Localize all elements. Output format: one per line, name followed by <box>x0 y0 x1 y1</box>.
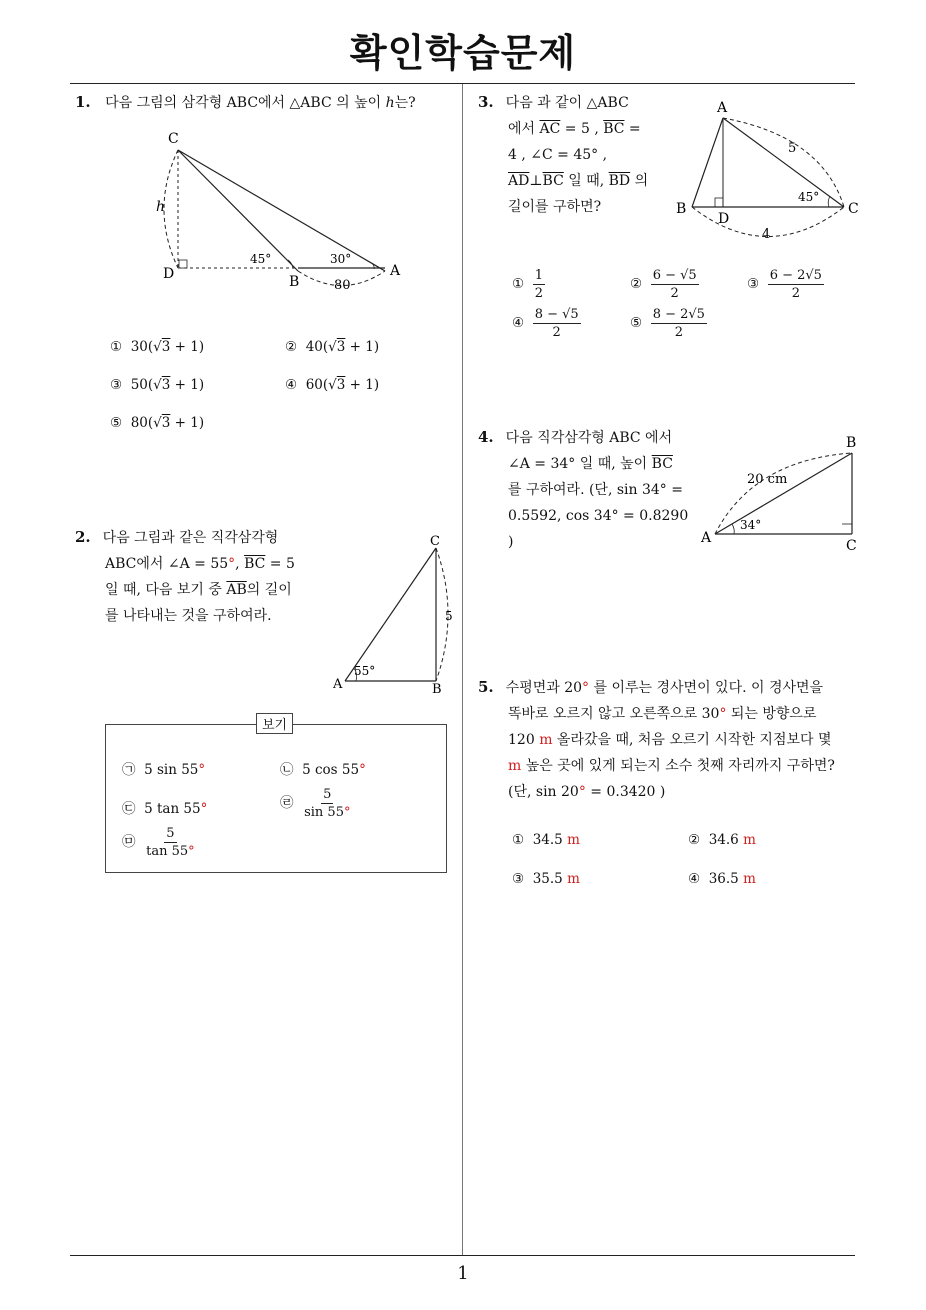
label-h: h <box>156 199 166 215</box>
length-5: 5 <box>445 609 453 623</box>
q1-triangle-figure <box>150 125 410 295</box>
column-divider <box>462 84 463 1255</box>
label-a: A <box>390 263 401 279</box>
q5-option-1[interactable]: ① 34.5 m <box>512 832 580 848</box>
label-c: C <box>846 538 857 554</box>
length-20cm: 20 cm <box>747 472 788 487</box>
question-number: 3. <box>478 93 494 111</box>
label-a: A <box>333 677 343 692</box>
q1-option-4[interactable]: ④ 60(√3 + 1) <box>285 377 380 393</box>
question-text: 다음 그림의 삼각형 ABC에서 △ABC 의 높이 h는? <box>105 95 416 111</box>
label-a: A <box>701 530 712 546</box>
label-b: B <box>846 435 857 451</box>
q3-option-1[interactable]: ① $\frac{1}{2}$ <box>512 268 543 301</box>
question-number: 5. <box>478 678 494 696</box>
question-1 <box>75 89 465 116</box>
q1-option-5[interactable]: ⑤ 80(√3 + 1) <box>110 415 205 431</box>
label-a: A <box>717 100 728 116</box>
q1-option-3[interactable]: ③ 50(√3 + 1) <box>110 377 205 393</box>
label-d: D <box>163 266 175 282</box>
label-c: C <box>430 534 440 549</box>
question-5: 5. 수평면과 20° 를 이루는 경사면이 있다. 이 경사면을 똑바로 오르지 않고 오른쪽으로 30° 되는 방향으로 120 m 올라갔을 때, 처음 오르기 시작한 지점보다 몇 m 높은 곳에 있게 되는지 소수 첫째 자리까지 구하면? (단, sin 20° = 0.3420 ) <box>478 678 835 800</box>
q5-option-2[interactable]: ② 34.6 m <box>688 832 756 848</box>
label-b: B <box>289 274 300 290</box>
question-number: 2. <box>75 528 91 546</box>
question-2: 2. 다음 그림과 같은 직각삼각형 ABC에서 ∠A = 55°, $\overline{BC} = 5$ 일 때, 다음 보기 중 $\overline{AB}$의 길이 를 나타내는 것을 구하여라. <box>75 528 295 624</box>
angle-45: 45° <box>798 190 820 204</box>
question-3: 3. 다음 과 같이 △ABC 에서 $\overline{AC} = 5$ , $\overline{BC}$ = 4 , ∠C = 45° , $\overline{AD}\perp\overline{BC}$ 일 때, $\overline{BD}$ 의 길이를 구하면? <box>478 93 649 215</box>
bogi-item-3: ㉢ 5 tan 55° <box>122 801 208 817</box>
q2-triangle-figure <box>328 530 458 700</box>
angle-55: 55° <box>354 664 376 678</box>
angle-b: 45° <box>250 252 272 266</box>
question-4: 4. 다음 직각삼각형 ABC 에서 ∠A = 34° 일 때, 높이 $\overline{BC}$ 를 구하여라. (단, sin 34° = 0.5592, cos 34° = 0.8290 ) <box>478 428 689 550</box>
label-c: C <box>168 131 179 147</box>
bogi-item-4: ㉣ $\frac{5}{\sin 55^\circ}$ <box>280 787 351 820</box>
q3-option-3[interactable]: ③ $\frac{6 - 2√5}{2}$ <box>747 268 822 301</box>
q5-option-3[interactable]: ③ 35.5 m <box>512 871 580 887</box>
bogi-item-5: ㉤ $\frac{5}{\tan 55^\circ}$ <box>122 826 195 859</box>
footer-rule <box>70 1255 855 1256</box>
length-80: 80 <box>334 278 351 293</box>
angle-a: 30° <box>330 252 352 266</box>
bogi-label: 보기 <box>256 713 293 734</box>
page-number: 1 <box>457 1263 469 1284</box>
angle-34: 34° <box>740 518 762 532</box>
label-c: C <box>848 201 859 217</box>
q3-option-2[interactable]: ② $\frac{6 - √5}{2}$ <box>630 268 697 301</box>
page-title: 확인학습문제 <box>349 31 577 75</box>
question-number: 1. <box>75 93 91 111</box>
q3-triangle-figure <box>672 96 867 246</box>
q4-triangle-figure <box>698 430 868 555</box>
bogi-item-1: ㉠ 5 sin 55° <box>122 762 206 778</box>
label-d: D <box>718 211 730 227</box>
bogi-item-2: ㉡ 5 cos 55° <box>280 762 366 778</box>
length-4: 4 <box>762 227 771 242</box>
label-b: B <box>432 682 442 697</box>
length-5: 5 <box>788 141 797 156</box>
q1-option-2[interactable]: ② 40(√3 + 1) <box>285 339 380 355</box>
q3-option-5[interactable]: ⑤ $\frac{8 - 2√5}{2}$ <box>630 307 705 340</box>
question-number: 4. <box>478 428 494 446</box>
q3-option-4[interactable]: ④ $\frac{8 - √5}{2}$ <box>512 307 579 340</box>
q5-option-4[interactable]: ④ 36.5 m <box>688 871 756 887</box>
label-b: B <box>676 201 687 217</box>
q1-option-1[interactable]: ① 30(√3 + 1) <box>110 339 205 355</box>
